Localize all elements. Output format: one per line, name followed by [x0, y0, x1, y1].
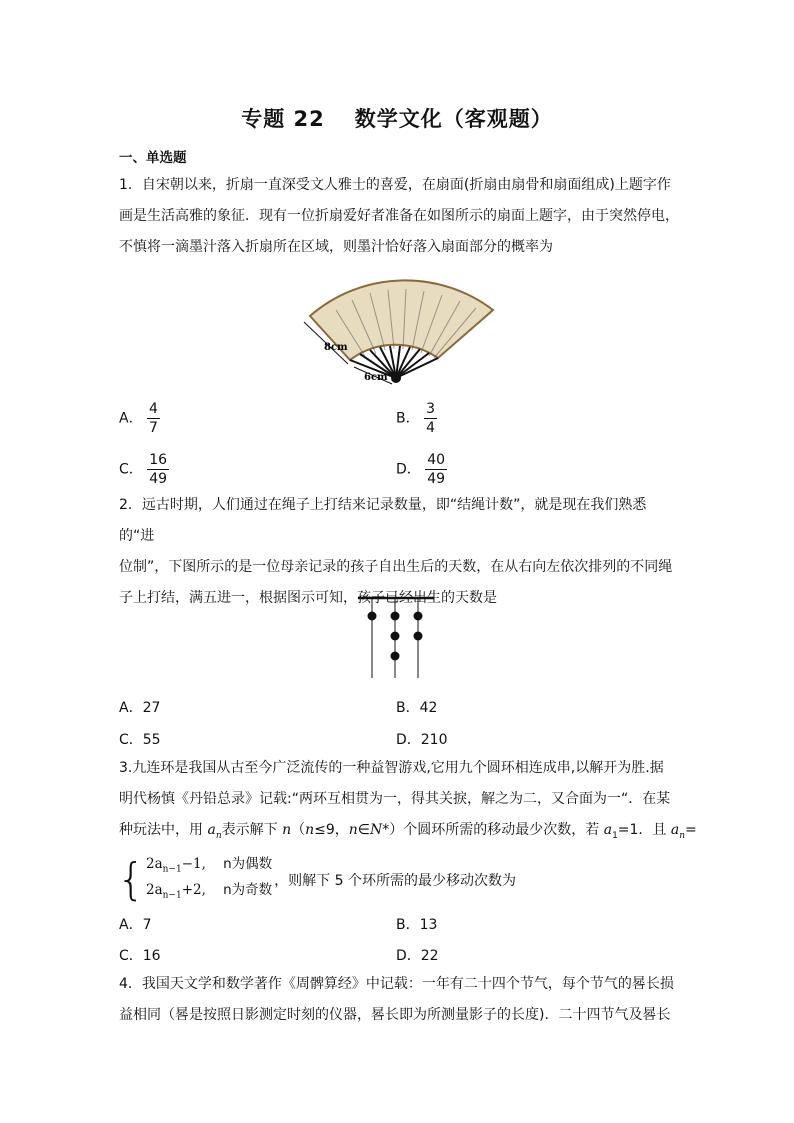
q2-line-2: 位制”，下图所示的是一位母亲记录的孩子自出生后的天数，在从右向左依次排列的不同绳: [119, 559, 673, 575]
page-title: [0, 103, 794, 133]
knot: [391, 652, 400, 661]
title-label: 专题 22: [241, 107, 325, 131]
knot-rope-figure: [350, 592, 440, 682]
label-8cm: 8cm: [324, 342, 348, 353]
q1-line-3: 不慎将一滴墨汁落入折扇所在区域，则墨汁恰好落入扇面部分的概率为: [119, 239, 553, 255]
knot: [368, 612, 377, 621]
q1-option-b[interactable]: B． $\frac{3}{4}$: [396, 401, 435, 436]
case-even: $2a_{n-1}-1$, n为偶数: [146, 856, 273, 875]
q1-option-d[interactable]: D． $\frac{40}{49}$: [396, 452, 446, 487]
fraction: $\frac{3}{4}$: [426, 401, 435, 436]
title-subject: 数学文化（客观题）: [354, 107, 553, 131]
q2-option-d[interactable]: D．210: [396, 732, 448, 748]
knot: [414, 632, 423, 641]
q3-option-b[interactable]: B．13: [396, 917, 438, 933]
fraction: $\frac{16}{49}$: [149, 452, 168, 487]
q3-line-1: 3.九连环是我国从古至今广泛流传的一种益智游戏,它用九个圆环相连成串,以解开为胜.据: [119, 760, 664, 776]
q2-option-a[interactable]: A．27: [119, 700, 161, 716]
q3-option-c[interactable]: C．16: [119, 948, 161, 964]
question-3-text: [119, 753, 699, 852]
q3-option-a[interactable]: A．7: [119, 917, 152, 933]
q1-line-1: 1．自宋朝以来，折扇一直深受文人雅士的喜爱，在扇面(折扇由扇骨和扇面组成)上题字作: [119, 177, 671, 193]
q2-line-3: 子上打结，满五进一，根据图示可知，孩子已经出生的天数是: [119, 590, 497, 606]
q2-option-b[interactable]: B．42: [396, 700, 438, 716]
q1-option-c[interactable]: C． $\frac{16}{49}$: [119, 452, 168, 487]
case-odd: $2a_{n-1}+2$, n为奇数: [146, 881, 273, 901]
question-1-text: [119, 170, 679, 263]
q3-option-d[interactable]: D．22: [396, 948, 439, 964]
q1-line-2: 画是生活高雅的象征．现有一位折扇爱好者准备在如图所示的扇面上题字，由于突然停电，: [119, 208, 679, 224]
fraction: $\frac{4}{7}$: [149, 401, 158, 436]
fan-pivot: [391, 373, 401, 383]
q2-line-1: 2．远古时期，人们通过在绳子上打结来记录数量，即“结绳计数”，就是现在我们熟悉的“进: [119, 497, 647, 544]
folding-fan-figure: [288, 270, 508, 395]
question-4-text: [119, 969, 699, 1031]
label-6cm: 6cm: [364, 372, 388, 383]
q2-option-c[interactable]: C．55: [119, 732, 161, 748]
q3-line-3: 种玩法中，用 $a_n$表示解下 n（n≤9，n∈N*）个圆环所需的移动最少次数，若 $a_1=1$．且 $a_n=$: [119, 822, 697, 841]
knot: [391, 632, 400, 641]
piecewise-formula: [117, 854, 516, 905]
q3-line-2: 明代杨慎《丹铅总录》记载:“两环互相贯为一，得其关捩，解之为二，又合面为一“．在某: [119, 791, 671, 807]
knot: [414, 612, 423, 621]
q4-line-1: 4．我国天文学和数学著作《周髀算经》中记载：一年有二十四个节气，每个节气的晷长损: [119, 976, 674, 992]
knot: [391, 612, 400, 621]
fraction: $\frac{40}{49}$: [427, 452, 446, 487]
section-heading: 一、单选题: [119, 150, 187, 166]
q4-line-2: 益相同（晷是按照日影测定时刻的仪器，晷长即为所测量影子的长度)．二十四节气及晷长: [119, 1007, 671, 1023]
q3-tail: ，则解下 5 个环所需的最少移动次数为: [274, 872, 516, 889]
q1-option-a[interactable]: A． $\frac{4}{7}$: [119, 401, 158, 436]
left-brace: {: [117, 853, 145, 905]
